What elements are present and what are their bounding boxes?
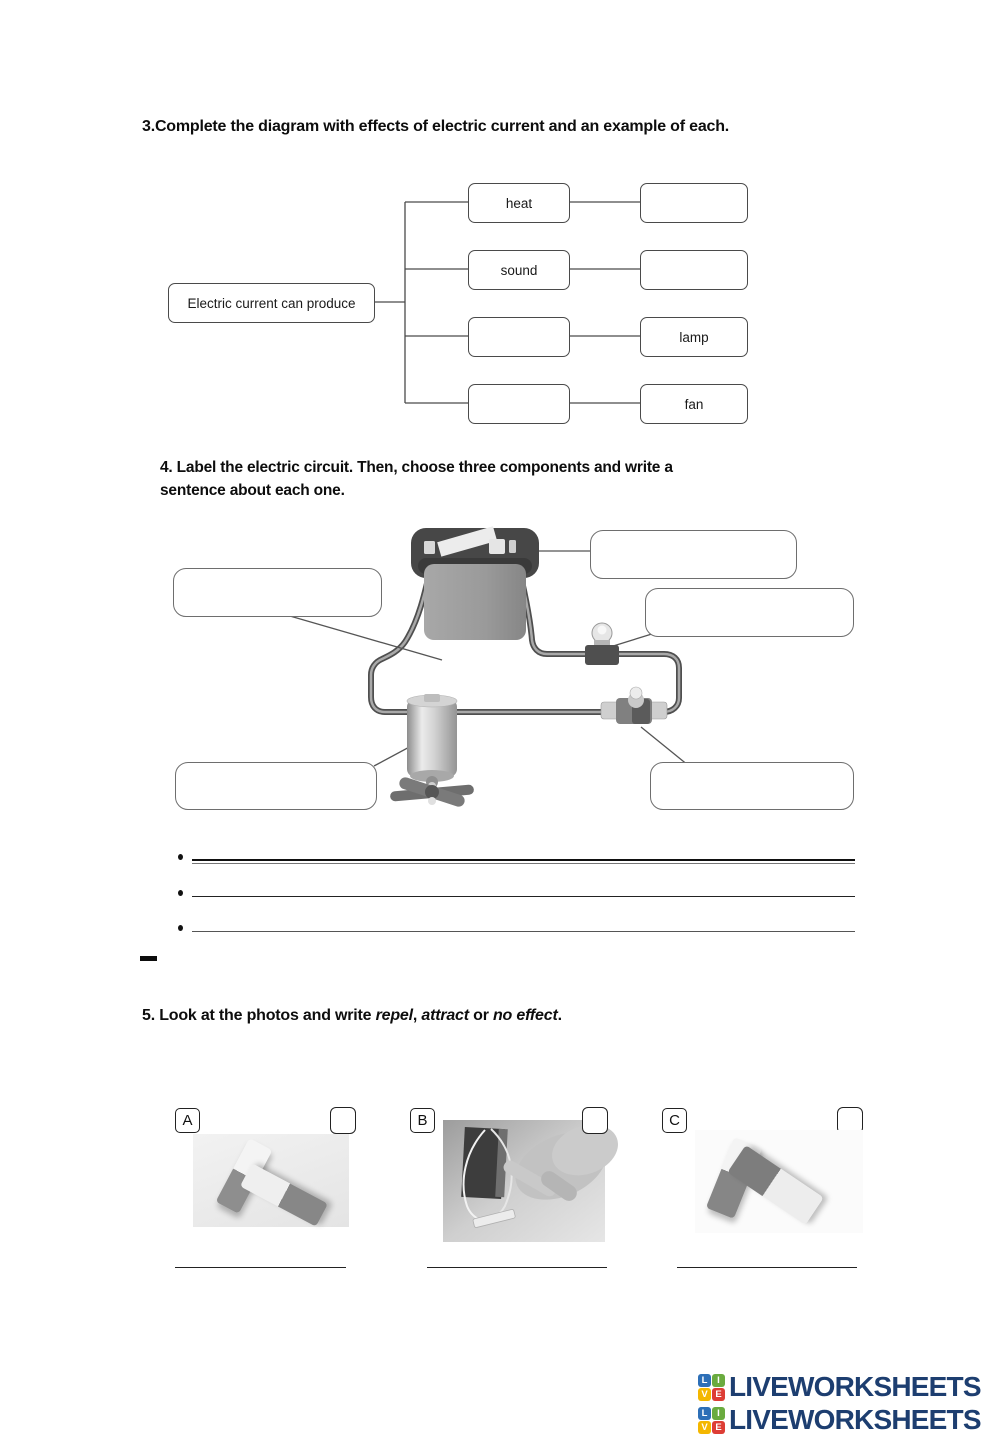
sentence-line-2[interactable] bbox=[192, 896, 855, 897]
photo-c-answer-line[interactable] bbox=[677, 1267, 857, 1268]
diagram-effect-box-1: heat bbox=[468, 183, 570, 223]
section3-title: 3.Complete the diagram with effects of electric current and an example of each. bbox=[142, 118, 730, 135]
photo-b-checkbox[interactable] bbox=[582, 1107, 608, 1134]
section5-title bbox=[142, 1007, 842, 1025]
photo-c-magnets-attracting bbox=[695, 1130, 863, 1233]
logo-square-i: I bbox=[712, 1407, 725, 1420]
diagram-effect-input-3[interactable] bbox=[468, 317, 570, 357]
logo-square-e: E bbox=[712, 1388, 725, 1401]
section5-word-noeffect: no effect bbox=[492, 1007, 558, 1024]
logo-square-v: V bbox=[698, 1421, 711, 1434]
magnet-graphic bbox=[240, 1163, 328, 1226]
section5-word-repel: repel bbox=[375, 1007, 413, 1024]
diagram-example-box-4: fan bbox=[640, 384, 748, 424]
margin-dash bbox=[140, 956, 157, 961]
label-input-bulb[interactable] bbox=[645, 588, 854, 637]
photo-b-answer-line[interactable] bbox=[427, 1267, 607, 1268]
sentence-line-3[interactable] bbox=[192, 931, 855, 932]
label-input-switch[interactable] bbox=[650, 762, 854, 810]
diagram-effect-input-4[interactable] bbox=[468, 384, 570, 424]
diagram-example-input-2[interactable] bbox=[640, 250, 748, 290]
diagram-example-box-3: lamp bbox=[640, 317, 748, 357]
photo-a-label: A bbox=[175, 1108, 200, 1133]
liveworksheets-logo-clipped bbox=[698, 1404, 981, 1436]
photo-c-label: C bbox=[662, 1108, 687, 1133]
section5-title-end: . bbox=[557, 1007, 562, 1024]
photo-a-checkbox[interactable] bbox=[330, 1107, 356, 1134]
liveworksheets-brand-text: LIVEWORKSHEETS bbox=[729, 1371, 981, 1402]
liveworksheets-logo-icon bbox=[698, 1374, 725, 1401]
sentence-line-1[interactable] bbox=[192, 859, 855, 864]
section5-title-intro: 5. Look at the photos and write bbox=[142, 1007, 376, 1024]
logo-square-e: E bbox=[712, 1421, 725, 1434]
photo-b-label: B bbox=[410, 1108, 435, 1133]
bullet-dot-2 bbox=[178, 890, 183, 896]
photo-a-magnets-apart bbox=[193, 1134, 349, 1227]
logo-square-i: I bbox=[712, 1374, 725, 1387]
bullet-dot-1 bbox=[178, 854, 183, 860]
logo-square-v: V bbox=[698, 1388, 711, 1401]
label-input-motor[interactable] bbox=[175, 762, 377, 810]
switch-graphic bbox=[601, 687, 667, 724]
photo-b-graphic bbox=[443, 1120, 605, 1242]
liveworksheets-logo bbox=[698, 1371, 981, 1403]
section5-sep2: or bbox=[468, 1007, 493, 1024]
bullet-dot-3 bbox=[178, 925, 183, 931]
diagram-example-input-1[interactable] bbox=[640, 183, 748, 223]
diagram-effect-box-2: sound bbox=[468, 250, 570, 290]
section5-sep1: , bbox=[412, 1007, 422, 1024]
liveworksheets-brand-text: LIVEWORKSHEETS bbox=[729, 1404, 981, 1435]
battery-graphic bbox=[411, 526, 539, 640]
label-input-battery[interactable] bbox=[590, 530, 797, 579]
diagram-connectors bbox=[373, 202, 640, 403]
section4-title-line2: sentence about each one. bbox=[160, 482, 345, 499]
logo-square-l: L bbox=[698, 1407, 711, 1420]
logo-square-l: L bbox=[698, 1374, 711, 1387]
section4-title bbox=[160, 456, 820, 502]
bulb-graphic bbox=[585, 623, 619, 665]
photo-b-circuit-experiment bbox=[443, 1120, 605, 1242]
section4-title-line1: 4. Label the electric circuit. Then, choose three components and write a bbox=[160, 459, 673, 476]
photo-a-answer-line[interactable] bbox=[175, 1267, 346, 1268]
diagram-root-box: Electric current can produce bbox=[168, 283, 375, 323]
liveworksheets-logo-icon bbox=[698, 1407, 725, 1434]
label-input-wire[interactable] bbox=[173, 568, 382, 617]
section5-word-attract: attract bbox=[421, 1007, 469, 1024]
